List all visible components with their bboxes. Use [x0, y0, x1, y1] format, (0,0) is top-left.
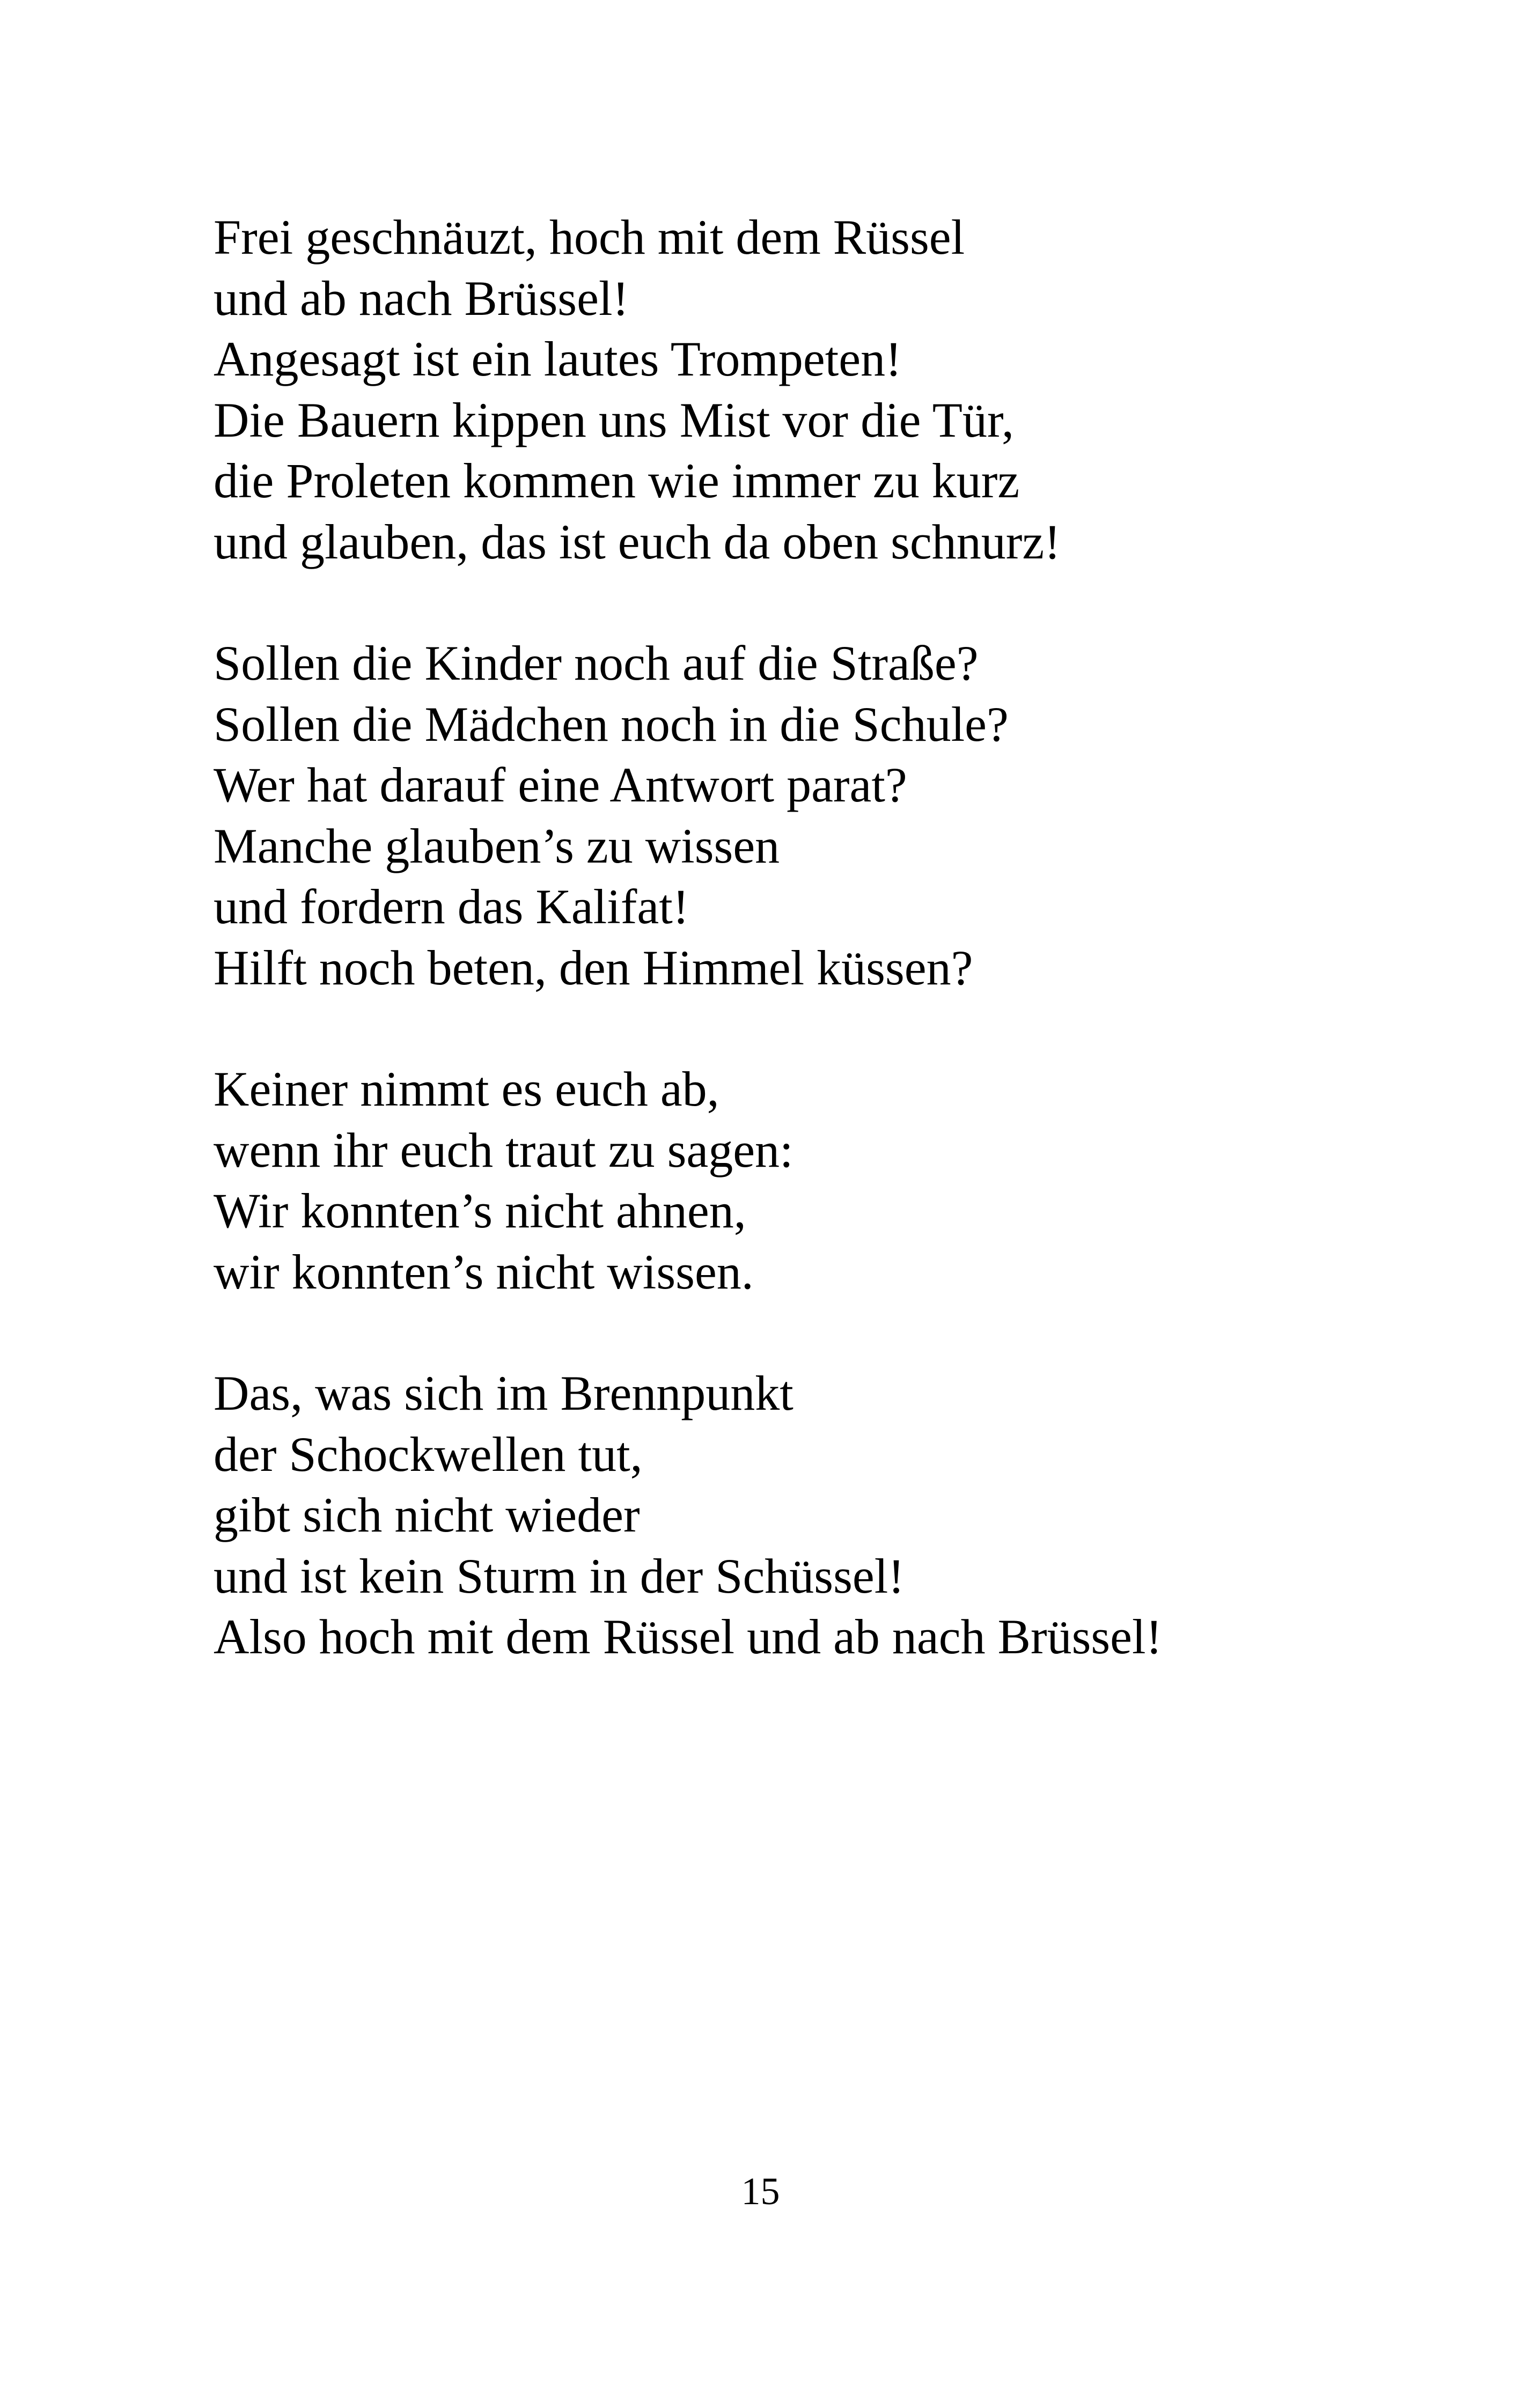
poem-line: Wir konnten’s nicht ahnen,: [214, 1183, 746, 1238]
poem-line: die Proleten kommen wie immer zu kurz: [214, 453, 1020, 508]
poem-line: Manche glauben’s zu wissen: [214, 818, 780, 873]
poem-line: Wer hat darauf eine Antwort parat?: [214, 757, 907, 812]
poem-line: der Schockwellen tut,: [214, 1426, 643, 1482]
stanza-4: [214, 1363, 1340, 1668]
poem-line: gibt sich nicht wieder: [214, 1487, 640, 1542]
poem-line: Hilft noch beten, den Himmel küssen?: [214, 940, 973, 995]
poem-line: und ab nach Brüssel!: [214, 270, 629, 326]
stanza-1: [214, 207, 1340, 572]
poem-line: Sollen die Mädchen noch in die Schule?: [214, 696, 1009, 752]
stanza-2: [214, 633, 1340, 998]
poem-line: Sollen die Kinder noch auf die Straße?: [214, 636, 979, 690]
poem-line: und fordern das Kalifat!: [214, 879, 689, 934]
poem-line: Die Bauern kippen uns Mist vor die Tür,: [214, 392, 1014, 447]
poem-line: und ist kein Sturm in der Schüssel!: [214, 1548, 905, 1603]
poem-line: wir konnten’s nicht wissen.: [214, 1244, 754, 1299]
poem-line: Keiner nimmt es euch ab,: [214, 1062, 719, 1116]
page-number: 15: [741, 2170, 780, 2213]
poem-line: Also hoch mit dem Rüssel und ab nach Brüssel!: [214, 1609, 1163, 1664]
poem-line: und glauben, das ist euch da oben schnurz!: [214, 514, 1061, 569]
poem-line: Frei geschnäuzt, hoch mit dem Rüssel: [214, 210, 965, 264]
poem-line: wenn ihr euch traut zu sagen:: [214, 1122, 793, 1177]
poem-line: Das, was sich im Brennpunkt: [214, 1366, 793, 1420]
stanza-3: [214, 1059, 1340, 1302]
poem: [214, 207, 1340, 1728]
poem-line: Angesagt ist ein lautes Trompeten!: [214, 332, 902, 386]
